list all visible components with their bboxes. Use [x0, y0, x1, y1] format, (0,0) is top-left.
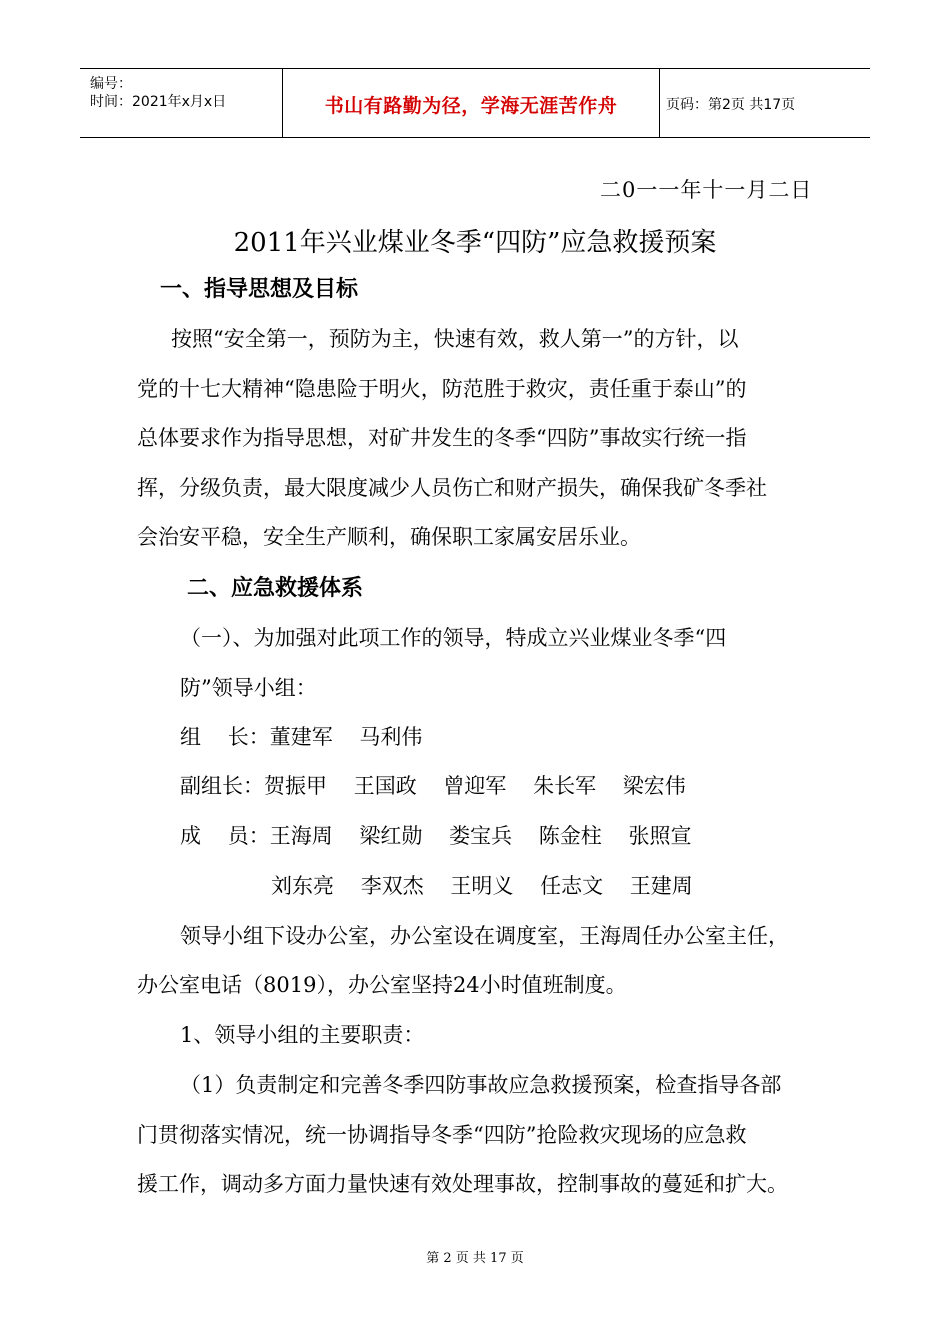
page-info: 页码：第2页 共17页 [666, 97, 796, 113]
document-title: 2011年兴业煤业冬季“四防”应急救援预案 [233, 228, 717, 258]
paragraph-line: 领导小组下设办公室，办公室设在调度室，王海周任办公室主任， [180, 924, 789, 948]
paragraph-line: 总体要求作为指导思想，对矿井发生的冬季“四防”事故实行统一指 [137, 426, 747, 450]
header-meta-cell [80, 69, 283, 137]
paragraph-line: 援工作，调动多方面力量快速有效处理事故，控制事故的蔓延和扩大。 [137, 1172, 788, 1196]
header-table [80, 68, 870, 138]
leader-line: 组 长：董建军 马利伟 [180, 725, 423, 749]
paragraph-line: 防”领导小组： [180, 676, 317, 700]
paragraph-line: 党的十七大精神“隐患险于明火，防范胜于救灾，责任重于泰山”的 [137, 377, 747, 401]
paragraph-line: 挥，分级负责，最大限度减少人员伤亡和财产损失，确保我矿冬季社 [137, 476, 767, 500]
page-footer: 第 2 页 共 17 页 [426, 1251, 524, 1266]
deputy-line: 副组长：贺振甲 王国政 曾迎军 朱长军 梁宏伟 [180, 774, 686, 798]
document-date: 二0一一年十一月二日 [600, 178, 813, 202]
header-page-cell [660, 69, 870, 137]
duty-heading: 1、领导小组的主要职责： [180, 1023, 425, 1047]
paragraph-line: 办公室电话（8019），办公室坚持24小时值班制度。 [137, 973, 627, 997]
paragraph-line: 按照“安全第一，预防为主，快速有效，救人第一”的方针，以 [171, 327, 739, 351]
header-motto-cell [283, 69, 660, 137]
member-line: 成 员：王海周 梁红勋 娄宝兵 陈金柱 张照宣 [180, 824, 692, 848]
number-label: 编号： [90, 76, 132, 92]
paragraph-line: （1）负责制定和完善冬季四防事故应急救援预案，检查指导各部 [180, 1073, 782, 1097]
motto-text: 书山有路勤为径，学海无涯苦作舟 [324, 95, 618, 117]
time-label: 时间：2021年x月x日 [90, 94, 227, 110]
member-line: 刘东亮 李双杰 王明义 任志文 王建周 [271, 874, 693, 898]
paragraph-line: （一）、为加强对此项工作的领导，特成立兴业煤业冬季“四 [180, 626, 727, 650]
paragraph-line: 会治安平稳，安全生产顺利，确保职工家属安居乐业。 [137, 525, 641, 549]
section-heading-2: 二、应急救援体系 [187, 576, 364, 601]
paragraph-line: 门贯彻落实情况，统一协调指导冬季“四防”抢险救灾现场的应急救 [137, 1123, 747, 1147]
section-heading-1: 一、指导思想及目标 [160, 277, 359, 302]
